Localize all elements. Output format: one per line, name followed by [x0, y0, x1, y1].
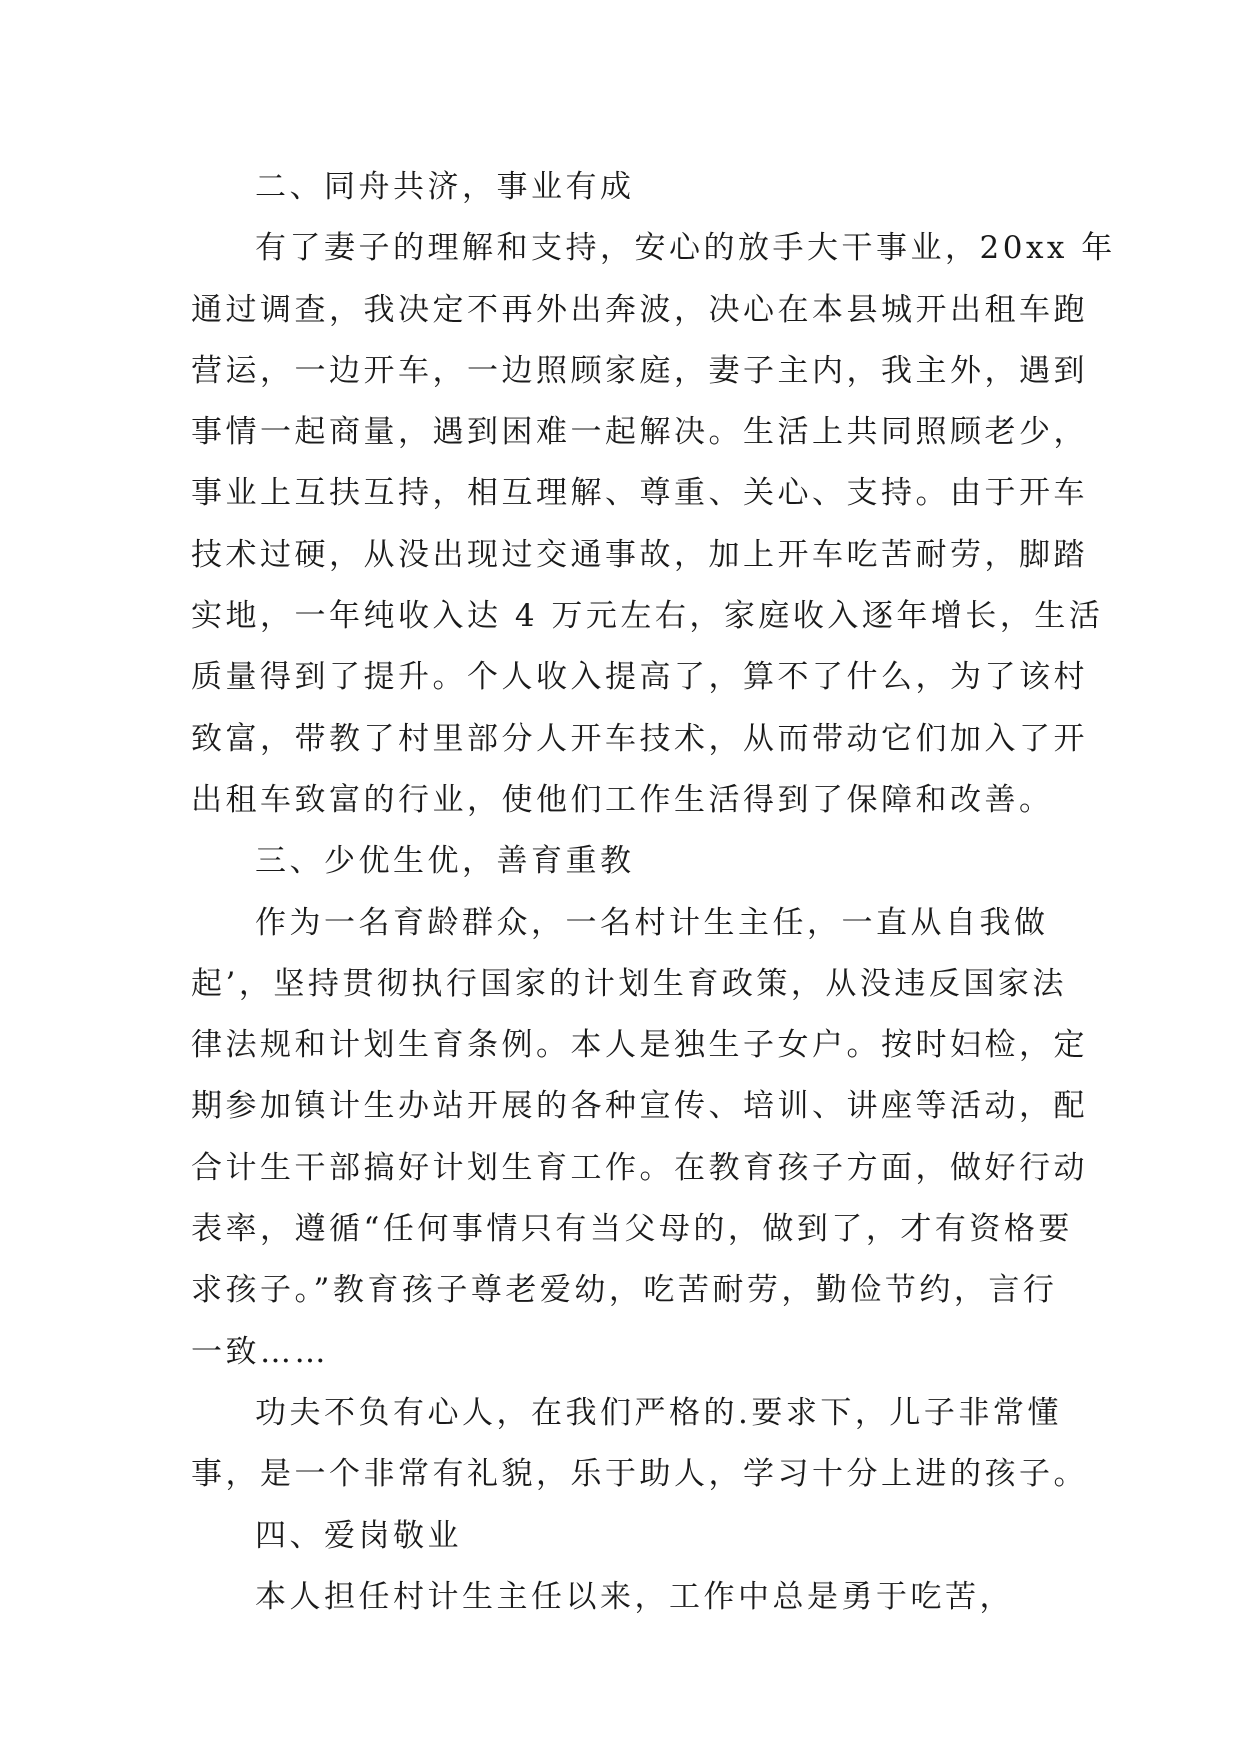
text-line: 有了妻子的理解和支持，安心的放手大干事业，20xx 年 — [255, 230, 1116, 267]
text-line: 技术过硬，从没出现过交通事故，加上开车吃苦耐劳，脚踏 — [191, 536, 1088, 573]
text-line: 合计生干部搞好计划生育工作。在教育孩子方面，做好行动 — [191, 1149, 1088, 1186]
text-line: 表率，遵循“任何事情只有当父母的，做到了，才有资格要 — [191, 1211, 1073, 1248]
section-heading: 四、爱岗敬业 — [255, 1517, 462, 1554]
text-line: 一致…… — [191, 1333, 329, 1370]
document-body — [191, 157, 1116, 1628]
text-line: 出租车致富的行业，使他们工作生活得到了保障和改善。 — [191, 781, 1054, 818]
section-heading: 二、同舟共济，事业有成 — [255, 169, 635, 205]
text-line: 求孩子。”教育孩子尊老爱幼，吃苦耐劳，勤俭节约，言行 — [191, 1272, 1058, 1309]
text-line: 事业上互扶互持，相互理解、尊重、关心、支持。由于开车 — [191, 475, 1088, 512]
text-line: 致富，带教了村里部分人开车技术，从而带动它们加入了开 — [191, 720, 1088, 757]
text-line: 期参加镇计生办站开展的各种宣传、培训、讲座等活动，配 — [191, 1088, 1088, 1125]
text-line: 事情一起商量，遇到困难一起解决。生活上共同照顾老少， — [191, 414, 1088, 451]
text-line: 起’，坚持贯彻执行国家的计划生育政策，从没违反国家法 — [191, 965, 1067, 1002]
text-line: 事，是一个非常有礼貌，乐于助人，学习十分上进的孩子。 — [191, 1456, 1088, 1493]
text-line: 律法规和计划生育条例。本人是独生子女户。按时妇检，定 — [191, 1027, 1088, 1064]
text-line: 作为一名育龄群众，一名村计生主任，一直从自我做 — [255, 904, 1049, 941]
text-line: 质量得到了提升。个人收入提高了，算不了什么，为了该村 — [191, 659, 1088, 696]
text-line: 实地，一年纯收入达 4 万元左右，家庭收入逐年增长，生活 — [191, 598, 1104, 635]
text-line: 功夫不负有心人，在我们严格的.要求下，儿子非常懂 — [255, 1394, 1062, 1431]
text-line: 本人担任村计生主任以来，工作中总是勇于吃苦， — [255, 1578, 1014, 1615]
section-heading: 三、少优生优，善育重教 — [255, 843, 635, 880]
text-line: 营运，一边开车，一边照顾家庭，妻子主内，我主外，遇到 — [191, 352, 1088, 389]
text-line: 通过调查，我决定不再外出奔波，决心在本县城开出租车跑 — [191, 291, 1088, 328]
